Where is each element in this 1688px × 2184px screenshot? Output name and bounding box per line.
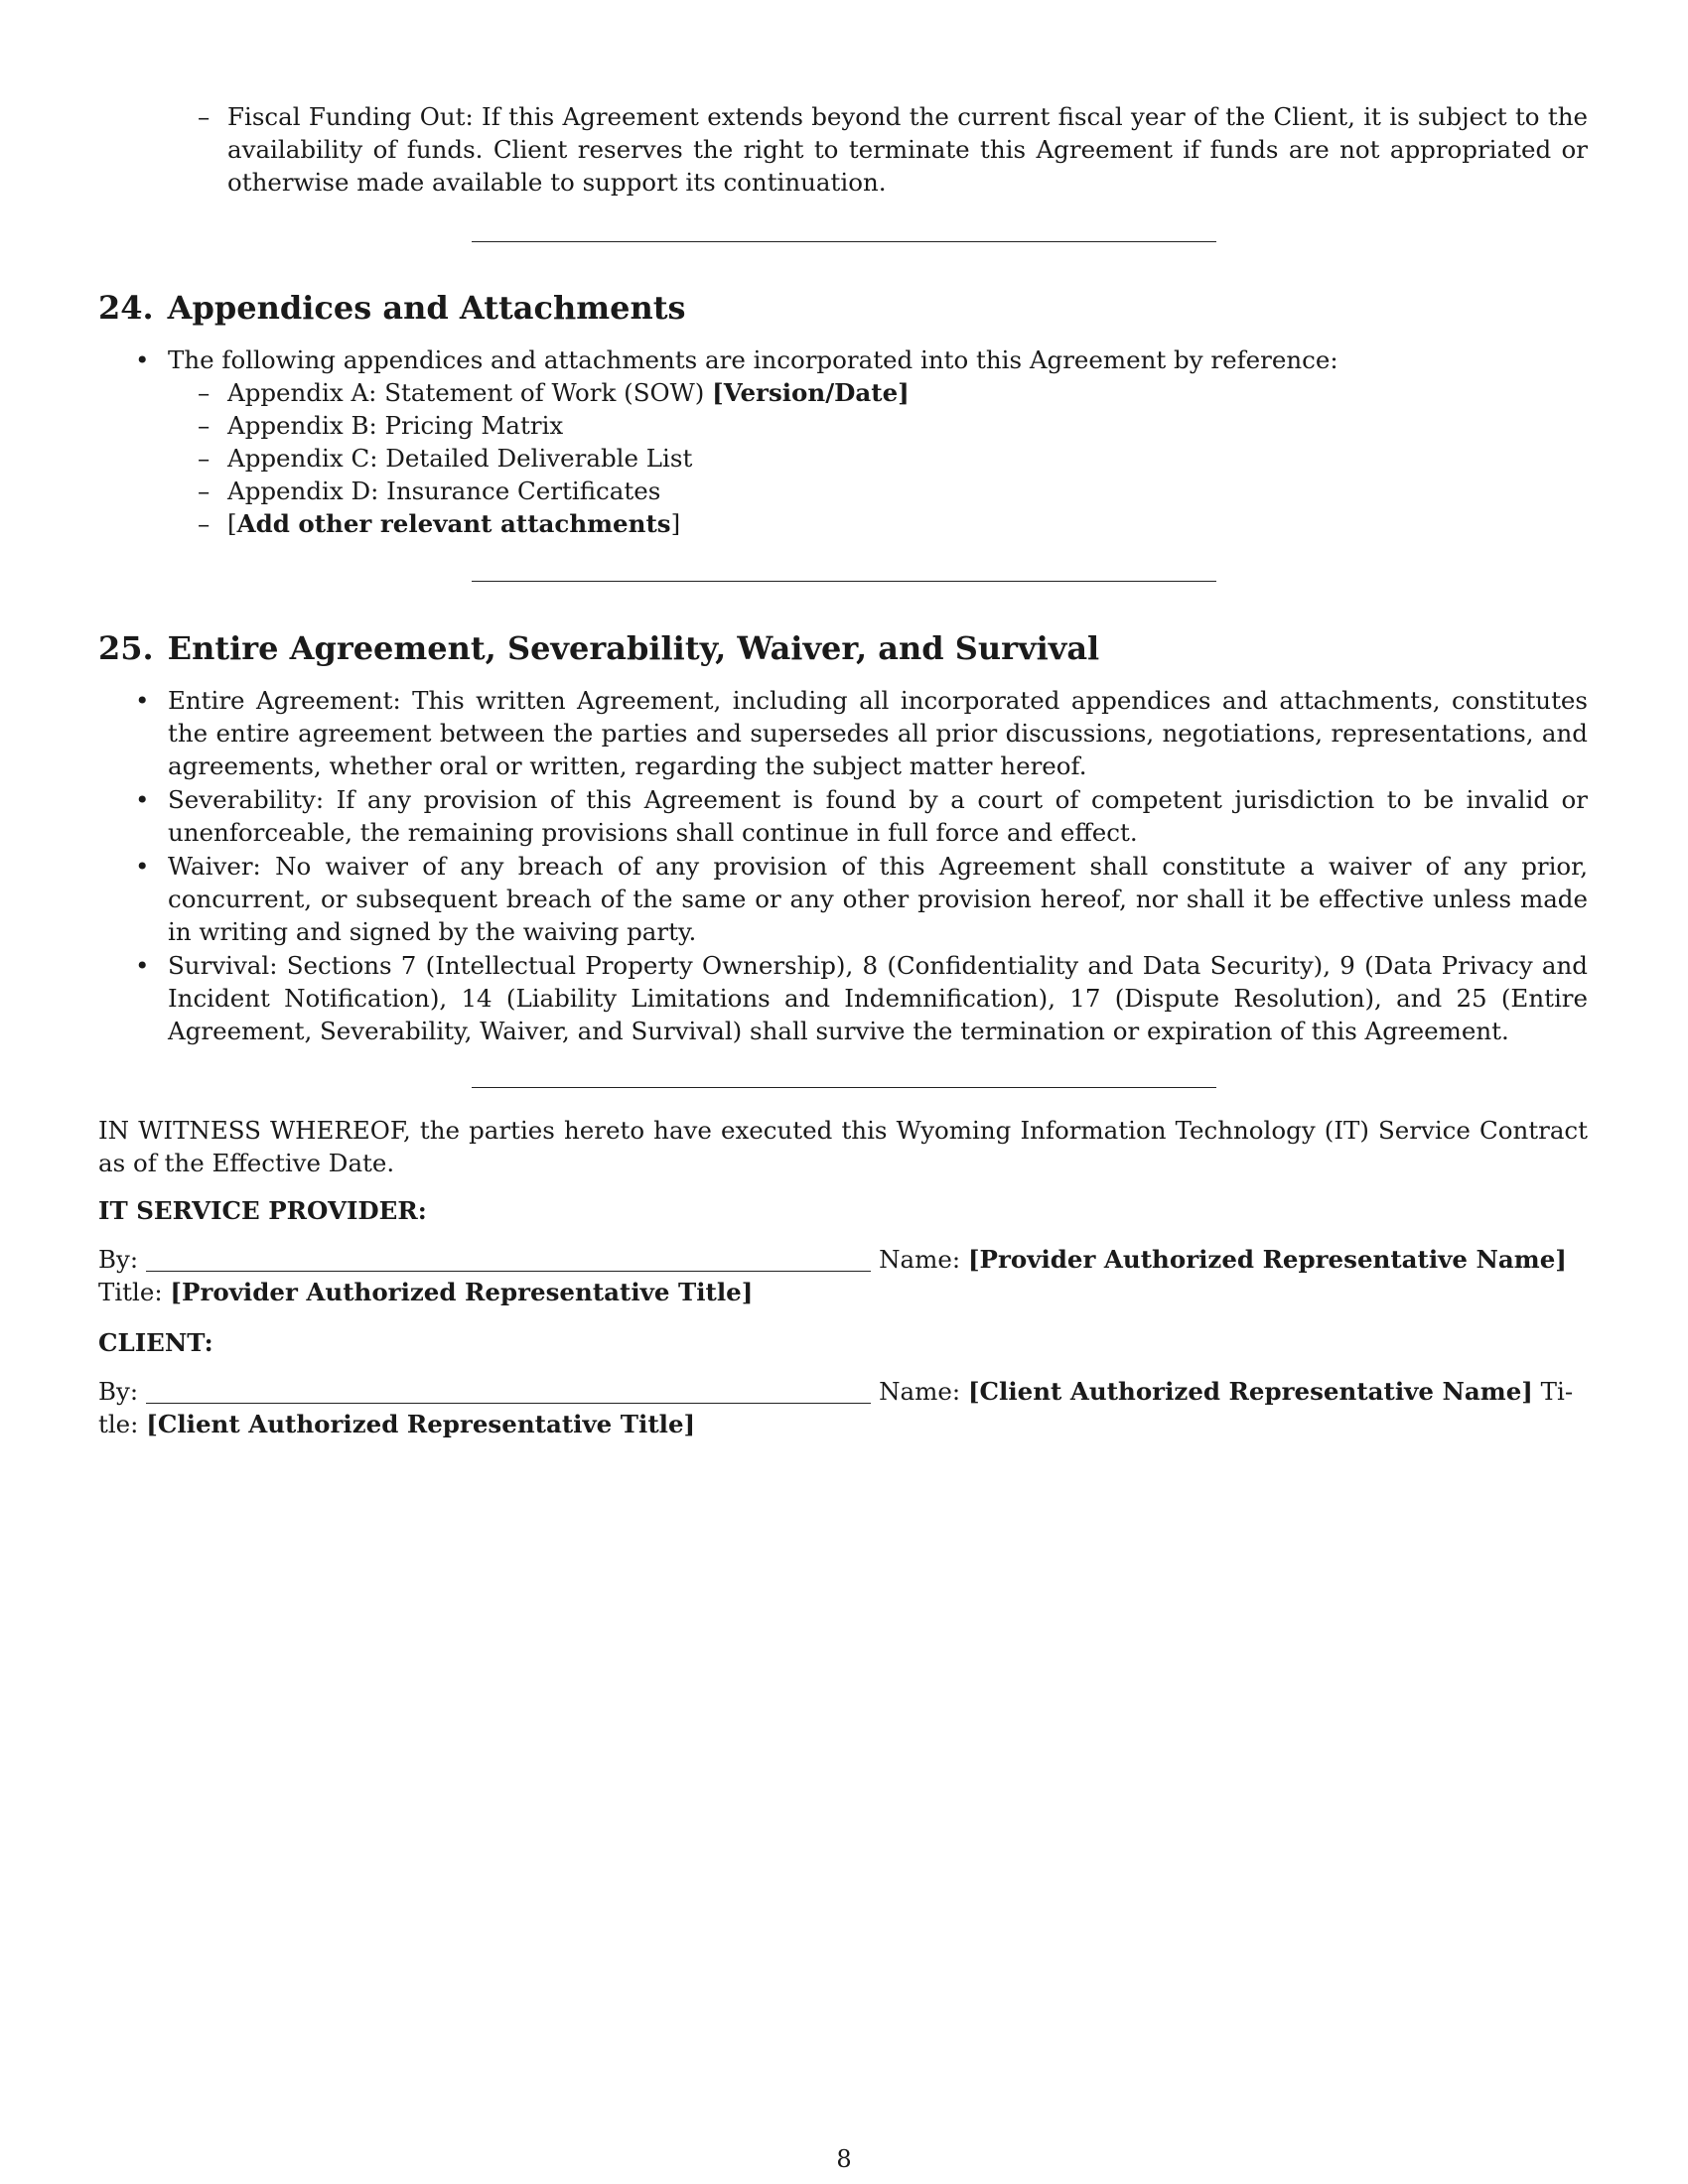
fiscal-funding-body: If this Agreement extends beyond the current fiscal year of the Client, it is subject to the availability of funds. Client reserves the right to terminate this Agreement if funds are not appropriated or otherwise made available to support its continuation. [227, 102, 1588, 197]
waiver-item [135, 850, 1588, 948]
waiver-text: No waiver of any breach of any provision of this Agreement shall constitute a waiver of any prior, concurrent, or subsequent breach of the same or any other provision hereof, nor shall it be effective unless made in writing and signed by the waiving party. [168, 852, 1588, 946]
entire-agreement-text: This written Agreement, including all incorporated appendices and attachments, constitutes the entire agreement between the parties and supersedes all prior discussions, negotiations, representations, and agreements, whether oral or written, regarding the subject matter hereof. [168, 686, 1588, 780]
provider-title-row: Title: [Provider Authorized Representative Title] [98, 1278, 754, 1306]
client-name-value: Client Authorized Representative Name [979, 1377, 1522, 1406]
client-signature-row: By: Name: [Client Authorized Representative Name] Ti- [98, 1377, 1574, 1406]
bracket-open: [ [227, 509, 237, 538]
entire-agreement-item [135, 684, 1588, 782]
appendix-c-text: Appendix C: Detailed Deliverable List [227, 444, 693, 473]
bullet-marker: • [135, 686, 150, 715]
client-title-value: Client Authorized Representative Title [157, 1410, 684, 1438]
fiscal-funding-item [198, 100, 1588, 199]
provider-signature-line[interactable] [146, 1245, 871, 1272]
section-24-heading [98, 288, 686, 328]
appendix-item [198, 409, 1588, 442]
client-signature-line[interactable] [146, 1377, 871, 1404]
fiscal-funding-text [227, 100, 1588, 199]
entire-agreement-label: Entire Agreement: [168, 686, 401, 715]
section-24-intro: The following appendices and attachments are incorporated into this Agreement by reference: [168, 345, 1338, 374]
survival-item [135, 949, 1588, 1047]
survival-label: Survival: [168, 951, 278, 980]
section-24-intro-item [135, 343, 1588, 376]
bullet-marker: • [135, 785, 150, 814]
appendix-item [198, 376, 1588, 409]
dash-marker: – [198, 102, 211, 131]
client-title-label: tle: [98, 1410, 139, 1438]
section-25-number: 25. [98, 629, 154, 667]
appendix-a-text: Appendix A: Statement of Work (SOW) [227, 378, 713, 407]
bracket-close: ] [670, 509, 681, 538]
dash-marker: – [198, 411, 211, 440]
waiver-label: Waiver: [168, 852, 261, 881]
appendix-a-placeholder: [Version/Date] [712, 378, 910, 407]
bullet-marker: • [135, 345, 150, 374]
dash-marker: – [198, 477, 211, 505]
section-24-number: 24. [98, 289, 154, 327]
section-25-heading [98, 628, 1099, 668]
provider-name-value: Provider Authorized Representative Name [979, 1245, 1556, 1274]
section-divider [472, 1087, 1216, 1088]
appendix-item [198, 475, 1588, 507]
section-divider [472, 241, 1216, 242]
bullet-marker: • [135, 951, 150, 980]
appendix-item [198, 442, 1588, 475]
add-attachments-placeholder: Add other relevant attachments [236, 509, 671, 538]
fiscal-funding-label: Fiscal Funding Out: [227, 102, 474, 131]
provider-heading: IT SERVICE PROVIDER: [98, 1196, 427, 1225]
witness-clause: IN WITNESS WHEREOF, the parties hereto have executed this Wyoming Information Technology (IT) Service Contract as of the Effective Date. [98, 1116, 1588, 1177]
provider-title-value: Provider Authorized Representative Title [182, 1278, 742, 1306]
severability-label: Severability: [168, 785, 325, 814]
client-heading: CLIENT: [98, 1328, 213, 1357]
section-24-title: Appendices and Attachments [167, 289, 686, 327]
survival-text: Sections 7 (Intellectual Property Ownership), 8 (Confidentiality and Data Security), 9 (Data Privacy and Incident Notification), 14 (Liability Limitations and Indemnification), 17 (Dispute Resolution), and 25 (Entire Agreement, Severability, Waiver, and Survival) shall survive the termination or expiration of this Agreement. [168, 951, 1588, 1045]
dash-marker: – [198, 378, 211, 407]
section-25-title: Entire Agreement, Severability, Waiver, and Survival [167, 629, 1100, 667]
page-number: 8 [836, 2145, 852, 2173]
client-title-label-part: Ti- [1540, 1377, 1574, 1406]
provider-title-label: Title: [98, 1278, 163, 1306]
provider-by-label: By: [98, 1245, 139, 1274]
dash-marker: – [198, 509, 211, 538]
client-title-row: tle: [Client Authorized Representative Title] [98, 1410, 696, 1438]
severability-text: If any provision of this Agreement is found by a court of competent jurisdiction to be invalid or unenforceable, the remaining provisions shall continue in full force and effect. [168, 785, 1588, 847]
appendix-b-text: Appendix B: Pricing Matrix [227, 411, 564, 440]
section-divider [472, 581, 1216, 582]
client-by-label: By: [98, 1377, 139, 1406]
appendix-d-text: Appendix D: Insurance Certificates [227, 477, 661, 505]
appendix-item [198, 507, 1588, 540]
bullet-marker: • [135, 852, 150, 881]
dash-marker: – [198, 444, 211, 473]
provider-name-label: Name: [879, 1245, 961, 1274]
severability-item [135, 783, 1588, 849]
provider-signature-row: By: Name: [Provider Authorized Representative Name] [98, 1245, 1567, 1274]
client-name-label: Name: [879, 1377, 961, 1406]
